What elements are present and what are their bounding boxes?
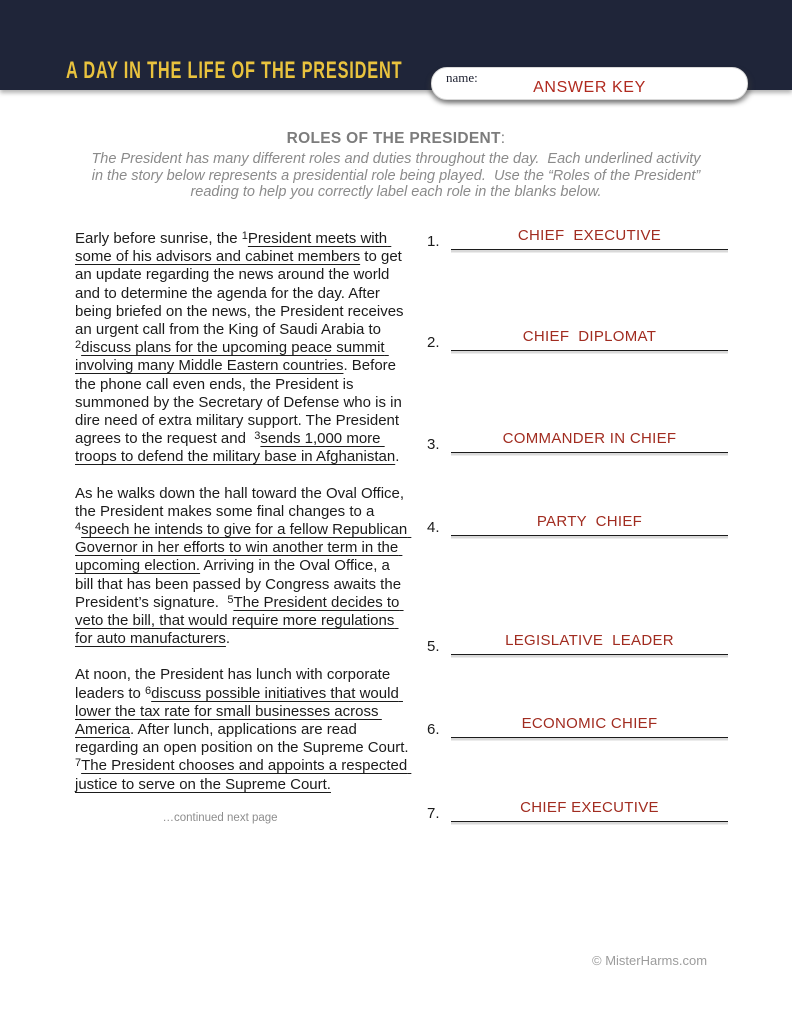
story-text: Arriving in the Oval Office, a bill that has been passed by Congress awaits the President’s signature. — [75, 557, 406, 611]
answer-value: CHIEF EXECUTIVE — [517, 227, 662, 244]
story-text: At noon, the President has lunch with corporate leaders to — [75, 666, 395, 702]
story-text: . Before the phone call even ends, the President is summoned by the Secretary of Defense who is in dire need of extra military support. The President agrees to the request and — [75, 357, 407, 448]
answer-row-5 — [427, 632, 728, 655]
story-text: . — [395, 448, 400, 466]
answer-blank-4[interactable] — [451, 513, 728, 536]
underlined-activity: The President decides to veto the bill, that would require more regulations for auto manufacturers — [75, 593, 404, 648]
underlined-activity: discuss plans for the upcoming peace summit involving many Middle Eastern countries — [75, 339, 389, 375]
story-paragraph — [75, 484, 412, 649]
answer-value: CHIEF DIPLOMAT — [522, 328, 657, 345]
answer-number: 3. — [427, 436, 440, 453]
answer-row-4 — [427, 513, 728, 536]
answer-row-3 — [427, 430, 728, 453]
answer-blank-1[interactable] — [451, 227, 728, 250]
copyright-note: © MisterHarms.com — [592, 953, 708, 968]
answer-number: 6. — [427, 721, 440, 738]
name-label: name: — [446, 70, 478, 85]
section-heading-text: ROLES OF THE PRESIDENT — [286, 130, 501, 147]
answer-value: CHIEF EXECUTIVE — [520, 799, 659, 816]
answer-blank-6[interactable] — [451, 715, 728, 738]
section-heading-colon: : — [500, 130, 506, 147]
answer-blank-5[interactable] — [451, 632, 728, 655]
answer-row-2 — [427, 328, 728, 351]
answer-blank-2[interactable] — [451, 328, 728, 351]
story-paragraph — [75, 666, 417, 793]
worksheet-title: A DAY IN THE LIFE OF THE PRESIDENT — [66, 57, 403, 84]
name-value: ANSWER KEY — [533, 79, 646, 96]
underlined-activity: President meets with some of his advisors and cabinet members — [75, 230, 392, 266]
answer-value: ECONOMIC CHIEF — [521, 715, 658, 732]
story-text: Early before sunrise, the — [75, 230, 242, 247]
story-text: to get an update regarding the news around the world and to determine the agenda for the day. After being briefed on the news, the President receives an urgent call from the King of Saudi Arabia to — [75, 248, 408, 339]
activity-number: 4 — [75, 521, 82, 534]
answer-number: 5. — [427, 638, 440, 655]
story-text: As he walks down the hall toward the Oval Office, the President makes some final changes to a — [75, 484, 409, 520]
story-paragraphs — [75, 230, 417, 794]
activity-number: 5 — [227, 593, 234, 606]
activity-number: 2 — [75, 339, 82, 352]
answer-row-6 — [427, 715, 728, 738]
story-text: . — [225, 630, 231, 648]
activity-number: 1 — [241, 230, 248, 242]
activity-number: 3 — [254, 430, 261, 443]
instructions-line-2: in the story below represents a presidential role being played. Use the “Roles of the President” — [91, 167, 701, 184]
story-column — [75, 230, 417, 824]
name-field[interactable] — [431, 67, 748, 100]
answer-number: 2. — [427, 334, 440, 351]
answer-blank-3[interactable] — [451, 430, 728, 453]
answer-row-1 — [427, 227, 728, 250]
instructions-line-1: The President has many different roles and duties throughout the day. Each underlined activity — [91, 151, 701, 167]
answer-value: PARTY CHIEF — [536, 513, 643, 530]
intro-section — [0, 130, 792, 201]
section-heading — [0, 130, 792, 148]
activity-number: 7 — [75, 757, 82, 770]
answer-blank-7[interactable] — [451, 799, 728, 822]
underlined-activity: sends 1,000 more troops to defend the military base in Afghanistan — [75, 430, 396, 466]
answer-value: LEGISLATIVE LEADER — [505, 632, 674, 649]
activity-number: 6 — [145, 684, 152, 697]
underlined-activity: speech he intends to give for a fellow Republican Governor in her efforts to win another term in the upcoming election. — [75, 521, 412, 575]
underlined-activity: discuss possible initiatives that would lower the tax rate for small businesses across America — [75, 684, 403, 739]
underlined-activity: The President chooses and appoints a respected justice to serve on the Supreme Court. — [75, 757, 412, 793]
story-paragraph — [75, 230, 409, 467]
continued-note: …continued next page — [162, 811, 278, 824]
instructions-line-3: reading to help you correctly label each role in the blanks below. — [190, 184, 602, 200]
story-text: . After lunch, applications are read regarding an open position on the Supreme Court. — [75, 721, 417, 757]
answer-number: 1. — [427, 233, 440, 250]
answer-row-7 — [427, 799, 728, 822]
answer-number: 4. — [427, 519, 440, 536]
answer-number: 7. — [427, 805, 440, 822]
answer-value: COMMANDER IN CHIEF — [502, 430, 677, 447]
